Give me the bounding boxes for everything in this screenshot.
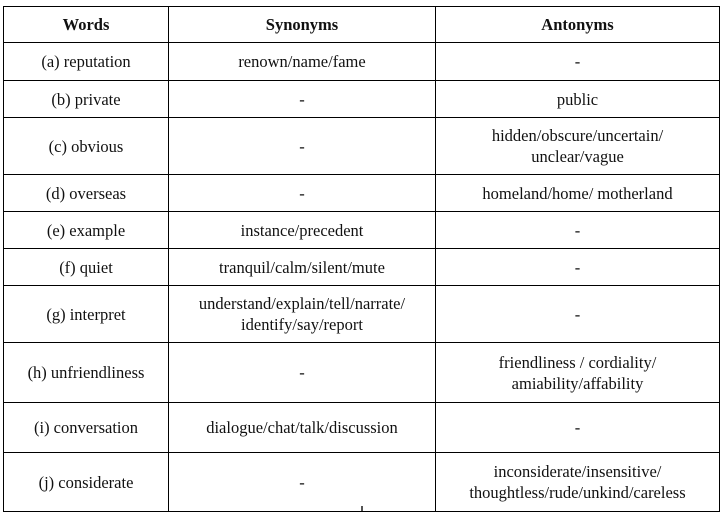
word-cell: (i) conversation <box>4 403 169 453</box>
antonyms-cell <box>436 286 720 343</box>
antonyms-cell <box>436 118 720 175</box>
synonyms-line: understand/explain/tell/narrate/ <box>198 294 406 313</box>
synonyms-cell <box>169 175 436 212</box>
synonyms-line: dialogue/chat/talk/discussion <box>206 418 398 437</box>
synonyms-line: instance/precedent <box>240 220 364 240</box>
synonyms-line: - <box>299 472 305 492</box>
table-row <box>4 286 720 343</box>
word-cell: (b) private <box>4 81 169 118</box>
synonyms-cell <box>169 249 436 286</box>
word-cell: (h) unfriendliness <box>4 343 169 403</box>
table-row <box>4 403 720 453</box>
word-cell: (c) obvious <box>4 118 169 175</box>
antonyms-line: - <box>574 418 581 437</box>
synonyms-cell <box>169 43 436 81</box>
word-cell: (a) reputation <box>4 43 169 81</box>
synonyms-cell <box>169 403 436 453</box>
table-header <box>4 7 720 43</box>
table-row <box>4 249 720 286</box>
antonyms-line: - <box>574 220 581 240</box>
table-body <box>4 43 720 512</box>
synonyms-line: identify/say/report <box>241 315 363 334</box>
synonyms-cell <box>169 286 436 343</box>
synonyms-line: - <box>299 136 305 156</box>
antonyms-cell <box>436 453 720 512</box>
synonyms-cell <box>169 212 436 249</box>
table-row <box>4 175 720 212</box>
word-cell: (f) quiet <box>4 249 169 286</box>
synonyms-cell <box>169 343 436 403</box>
antonyms-cell <box>436 81 720 118</box>
page-edge-mark <box>361 506 363 511</box>
header-antonyms: Antonyms <box>436 7 720 43</box>
header-row <box>4 7 720 43</box>
antonyms-line: public <box>556 89 599 109</box>
table-row <box>4 212 720 249</box>
synonyms-cell <box>169 453 436 512</box>
synonyms-line: tranquil/calm/silent/mute <box>219 257 385 277</box>
antonyms-cell <box>436 403 720 453</box>
synonyms-line: renown/name/fame <box>238 52 366 71</box>
header-synonyms: Synonyms <box>169 7 436 43</box>
antonyms-cell <box>436 175 720 212</box>
synonyms-cell <box>169 118 436 175</box>
synonyms-cell <box>169 81 436 118</box>
synonyms-line: - <box>299 89 305 109</box>
antonyms-line: inconsiderate/insensitive/ <box>493 462 662 481</box>
word-cell: (j) considerate <box>4 453 169 512</box>
antonyms-line: amiability/affability <box>511 373 644 393</box>
antonyms-line: thoughtless/rude/unkind/careless <box>469 483 686 502</box>
antonyms-line: unclear/vague <box>531 147 624 166</box>
antonyms-line: - <box>574 257 581 277</box>
table-row <box>4 81 720 118</box>
word-cell: (d) overseas <box>4 175 169 212</box>
antonyms-cell <box>436 249 720 286</box>
word-cell: (g) interpret <box>4 286 169 343</box>
table-row <box>4 43 720 81</box>
table-row <box>4 118 720 175</box>
antonyms-line: - <box>574 304 581 324</box>
synonyms-line: - <box>299 363 305 382</box>
header-words: Words <box>4 7 169 43</box>
antonyms-line: - <box>574 52 581 71</box>
antonyms-line: hidden/obscure/uncertain/ <box>491 126 664 145</box>
antonyms-cell <box>436 43 720 81</box>
antonyms-cell <box>436 343 720 403</box>
antonyms-line: friendliness / cordiality/ <box>498 352 657 372</box>
word-cell: (e) example <box>4 212 169 249</box>
table-row <box>4 453 720 512</box>
synonyms-antonyms-table <box>3 6 720 512</box>
antonyms-line: homeland/home/ motherland <box>482 183 673 203</box>
antonyms-cell <box>436 212 720 249</box>
synonyms-line: - <box>299 183 305 203</box>
table-row <box>4 343 720 403</box>
